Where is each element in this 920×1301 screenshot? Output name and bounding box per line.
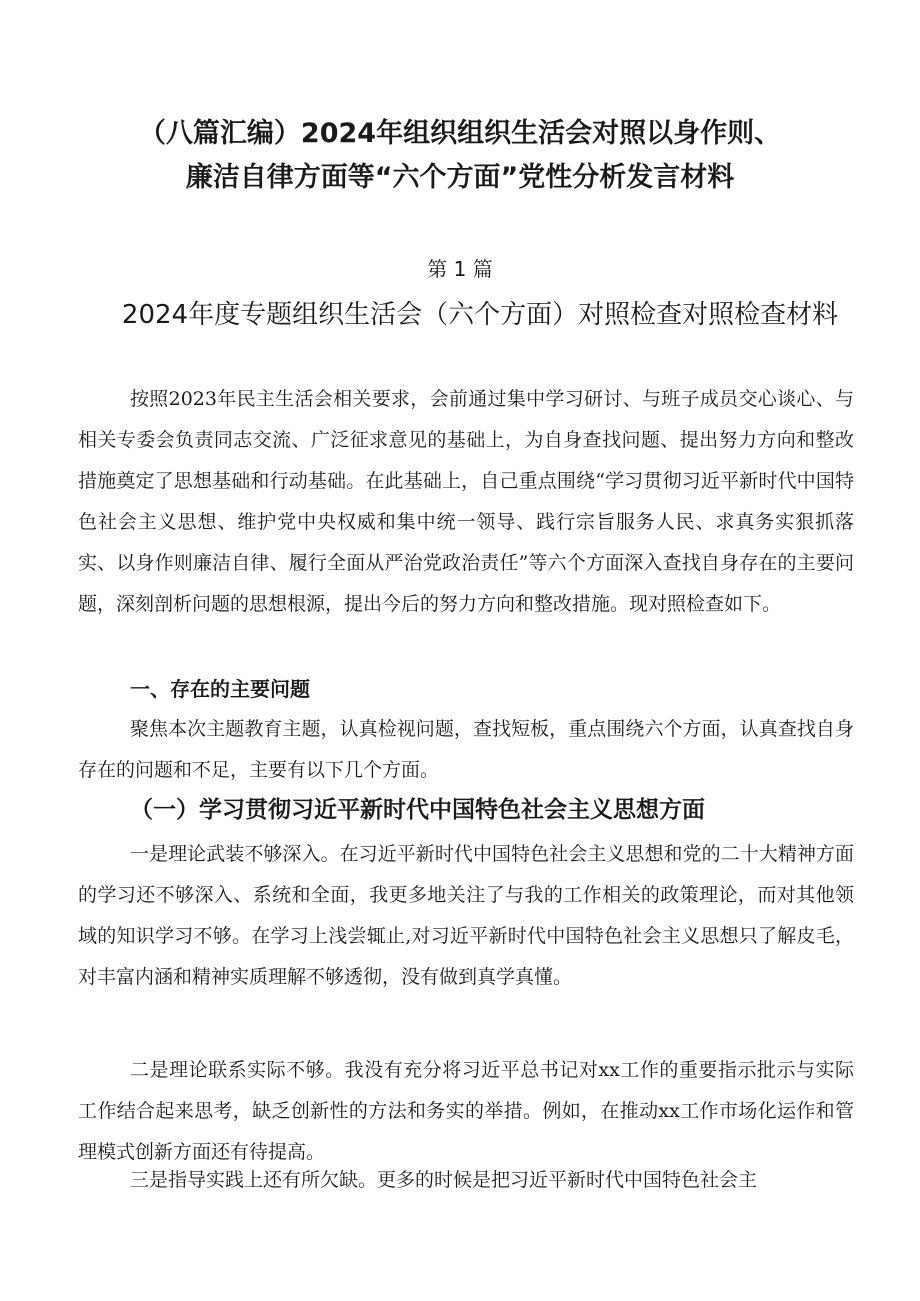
section-heading-problems: 一、存在的主要问题 bbox=[130, 677, 310, 701]
article-subtitle: 2024年度专题组织生活会（六个方面）对照检查对照检查材料 bbox=[121, 300, 839, 330]
subsection-heading-1: （一）学习贯彻习近平新时代中国特色社会主义思想方面 bbox=[130, 797, 705, 823]
document-title-line-1: （八篇汇编）2024年组织组织生活会对照以身作则、 bbox=[138, 118, 782, 149]
paragraph-guidance: 三是指导实践上还有所欠缺。更多的时候是把习近平新时代中国特色社会主 bbox=[130, 1169, 758, 1191]
paragraph-focus: 聚焦本次主题教育主题，认真检视问题，查找短板，重点围绕六个方面，认真查找自身存在的问题和不足，主要有以下几个方面。 bbox=[78, 718, 854, 781]
paragraph-practice: 二是理论联系实际不够。我没有充分将习近平总书记对xx工作的重要指示批示与实际工作结合起来思考，缺乏创新性的方法和务实的举措。例如，在推动xx工作市场化运作和管理模式创新方面还有待提高。 bbox=[78, 1059, 854, 1163]
chapter-label: 第 1 篇 bbox=[427, 257, 493, 281]
paragraph-theory: 一是理论武装不够深入。在习近平新时代中国特色社会主义思想和党的二十大精神方面的学习还不够深入、系统和全面，我更多地关注了与我的工作相关的政策理论，而对其他领域的知识学习不够。在学习上浅尝辄止,对习近平新时代中国特色社会主义思想只了解皮毛，对丰富内涵和精神实质理解不够透彻，没有做到真学真懂。 bbox=[78, 843, 854, 988]
intro-paragraph: 按照2023年民主生活会相关要求，会前通过集中学习研讨、与班子成员交心谈心、与相关专委会负责同志交流、广泛征求意见的基础上，为自身查找问题、提出努力方向和整改措施奠定了思想基础和行动基础。在此基础上，自己重点围绕“学习贯彻习近平新时代中国特色社会主义思想、维护党中央权威和集中统一领导、践行宗旨服务人民、求真务实狠抓落实、以身作则廉洁自律、履行全面从严治党政治责任”等六个方面深入查找自身存在的主要问题，深刻剖析问题的思想根源，提出今后的努力方向和整改措施。现对照检查如下。 bbox=[78, 388, 854, 615]
document-title-line-2: 廉洁自律方面等“六个方面”党性分析发言材料 bbox=[185, 162, 735, 193]
